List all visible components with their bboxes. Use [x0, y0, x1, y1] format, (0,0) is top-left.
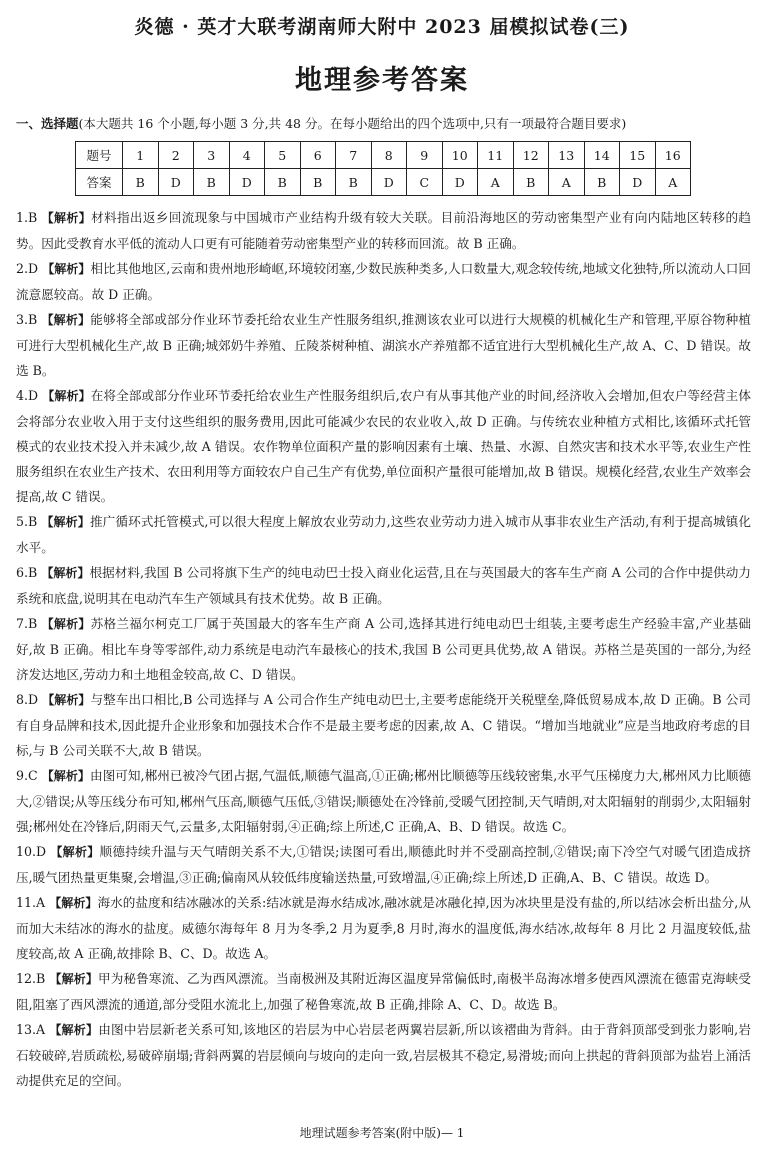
explanation-item: [16, 205, 751, 256]
question-number: 15: [620, 142, 656, 169]
analysis-tag: 【解析】: [50, 845, 100, 859]
item-number: 11.A: [16, 895, 46, 910]
explanation-item: [16, 1017, 751, 1093]
question-number: 1: [123, 142, 159, 169]
item-text: 由图中岩层新老关系可知,该地区的岩层为中心岩层老两翼岩层新,所以该褶曲为背斜。由于背斜顶部受到张力影响,岩石较破碎,岩质疏松,易破碎崩塌;背斜两翼的岩层倾向与坡向的走向一致,岩层极其不稳定,易滑坡;而向上拱起的背斜顶部为盐岩上涌活动提供充足的空间。: [16, 1022, 751, 1088]
explanation-item: [16, 966, 751, 1017]
item-text: 顺德持续升温与天气晴朗关系不大,①错误;读图可看出,顺德此时并不受副高控制,②错误;南下冷空气对暖气团造成挤压,暖气团热量更集聚,会增温,③正确;偏南风从较低纬度输送热量,可致增温,④正确;综上所述,D 正确,A、B、C 错误。故选 D。: [16, 844, 751, 885]
question-number: 9: [407, 142, 443, 169]
analysis-tag: 【解析】: [49, 1023, 99, 1037]
section-heading: [16, 114, 626, 132]
item-text: 根据材料,我国 B 公司将旗下生产的纯电动巴士投入商业化运营,且在与英国最大的客车生产商 A 公司的合作中提供动力系统和底盘,说明其在电动汽车生产领域具有技术优势。故 B 正确。: [16, 565, 751, 606]
explanation-item: [16, 687, 751, 763]
question-number: 2: [158, 142, 194, 169]
answer-cell: D: [158, 169, 194, 196]
answer-cell: B: [513, 169, 549, 196]
explanation-item: [16, 763, 751, 839]
question-number: 13: [549, 142, 585, 169]
question-number: 4: [229, 142, 265, 169]
analysis-tag: 【解析】: [41, 515, 90, 529]
explanation-item: [16, 307, 751, 383]
analysis-tag: 【解析】: [41, 769, 90, 783]
item-number: 7.B: [16, 616, 38, 631]
item-text: 推广循环式托管模式,可以很大程度上解放农业劳动力,这些农业劳动力进入城市从事非农业生产活动,有利于提高城镇化水平。: [16, 514, 751, 555]
question-number: 7: [336, 142, 372, 169]
section-label: 一、选择题: [16, 116, 79, 131]
answer-cell: D: [229, 169, 265, 196]
answer-cell: B: [194, 169, 230, 196]
row-header-answer: 答案: [76, 169, 123, 196]
item-number: 5.B: [16, 514, 38, 529]
section-note: (本大题共 16 个小题,每小题 3 分,共 48 分。在每小题给出的四个选项中,只有一项最符合题目要求): [78, 116, 627, 131]
answer-cell: B: [336, 169, 372, 196]
row-header-number: 题号: [76, 142, 123, 169]
item-number: 3.B: [16, 312, 38, 327]
item-text: 能够将全部或部分作业环节委托给农业生产性服务组织,推测该农业可以进行大规模的机械化生产和管理,平原谷物种植可进行大型机械化生产,故 B 正确;城郊奶牛养殖、丘陵茶树种植、湖滨水产养殖都不适宜进行大型机械化生产,故 A、C、D 错误。故选 B。: [16, 312, 751, 378]
exam-name: 湖南师大附中 2023 届模拟试卷(三): [297, 16, 630, 38]
item-text: 在将全部或部分作业环节委托给农业生产性服务组织后,农户有从事其他产业的时间,经济收入会增加,但农户等经营主体会将部分农业收入用于支付这些组织的服务费用,因此可能减少农民的农业收入,故 D 正确。与传统农业种植方式相比,该循环式托管模式的农业技术投入并未减少,故 A 错误。农作物单位面积产量的影响因素有土壤、热量、水源、自然灾害和技术水平等,农业生产性服务组织在农业生产技术、农田利用等方面较农户自己生产有优势,单位面积产量很可能增加,故 B 错误。规模化经营,农业生产效率会提高,故 C 错误。: [16, 388, 751, 504]
analysis-tag: 【解析】: [42, 389, 91, 403]
answer-cell: A: [655, 169, 691, 196]
question-number: 10: [442, 142, 478, 169]
exam-brand: 炎德 · 英才大联考: [134, 16, 298, 38]
exam-header: [0, 12, 764, 39]
explanation-item: [16, 509, 751, 560]
explanation-item: [16, 560, 751, 611]
page-footer: 地理试题参考答案(附中版)— 1: [299, 1126, 465, 1140]
item-text: 海水的盐度和结冰融冰的关系:结冰就是海水结成冰,融冰就是冰融化掉,因为冰块里是没有盐的,所以结冰会析出盐分,从而加大未结冰的海水的盐度。威德尔海每年 8 月为冬季,2 月为夏季,8 月时,海水的温度低,海水结冰,故每年 8 月比 2 月温度较低,盐度较高,故 A 正确,故排除 B、C、D。故选 A。: [16, 895, 751, 961]
question-number: 5: [265, 142, 301, 169]
answer-table: [75, 141, 691, 196]
analysis-tag: 【解析】: [49, 972, 98, 986]
item-number: 9.C: [16, 768, 38, 783]
analysis-tag: 【解析】: [42, 262, 91, 276]
item-text: 苏格兰福尔柯克工厂属于英国最大的客车生产商 A 公司,选择其进行纯电动巴士组装,主要考虑生产经验丰富,产业基础好,故 B 正确。相比车身等零部件,动力系统是电动汽车最核心的技术,我国 B 公司更具优势,故 A 错误。苏格兰是英国的一部分,为经济发达地区,劳动力和土地租金较高,故 C、D 错误。: [16, 616, 751, 682]
answer-cell: A: [549, 169, 585, 196]
answer-cell: B: [265, 169, 301, 196]
analysis-tag: 【解析】: [41, 566, 90, 580]
analysis-tag: 【解析】: [41, 211, 92, 225]
item-text: 由图可知,郴州已被冷气团占据,气温低,顺德气温高,①正确;郴州比顺德等压线较密集,水平气压梯度力大,郴州风力比顺德大,②错误;从等压线分布可知,郴州气压高,顺德气压低,③错误;顺德处在冷锋前,受暖气团控制,天气晴朗,对太阳辐射的削弱少,太阳辐射强;郴州处在冷锋后,阴雨天气,云量多,太阳辐射弱,④正确;综上所述,C 正确,A、B、D 错误。故选 C。: [16, 768, 751, 834]
analysis-tag: 【解析】: [42, 693, 91, 707]
item-text: 甲为秘鲁寒流、乙为西风漂流。当南极洲及其附近海区温度异常偏低时,南极半岛海冰增多使西风漂流在德雷克海峡受阻,阻塞了西风漂流的通道,部分受阻水流北上,加强了秘鲁寒流,故 B 正确,排除 A、C、D。故选 B。: [16, 971, 751, 1012]
answer-cell: C: [407, 169, 443, 196]
item-number: 4.D: [16, 388, 39, 403]
item-number: 12.B: [16, 971, 46, 986]
explanation-list: [16, 205, 751, 1093]
item-number: 2.D: [16, 261, 39, 276]
item-number: 6.B: [16, 565, 38, 580]
question-number: 11: [478, 142, 514, 169]
question-number: 8: [371, 142, 407, 169]
explanation-item: [16, 256, 751, 307]
item-text: 与整车出口相比,B 公司选择与 A 公司合作生产纯电动巴士,主要考虑能绕开关税壁垒,降低贸易成本,故 D 正确。B 公司有自身品牌和技术,因此提升企业形象和加强技术合作不是最主要考虑的因素,故 A、C 错误。“增加当地就业”应是当地政府考虑的目标,与 B 公司关联不大,故 B 错误。: [16, 692, 751, 758]
item-text: 相比其他地区,云南和贵州地形崎岖,环境较闭塞,少数民族种类多,人口数量大,观念较传统,地域文化独特,所以流动人口回流意愿较高。故 D 正确。: [16, 261, 751, 302]
analysis-tag: 【解析】: [49, 896, 98, 910]
question-number: 16: [655, 142, 691, 169]
explanation-item: [16, 839, 751, 890]
item-text: 材料指出返乡回流现象与中国城市产业结构升级有较大关联。目前沿海地区的劳动密集型产业有向内陆地区转移的趋势。因此受教育水平低的流动人口更有可能随着劳动密集型产业的转移而回流。故 B 正确。: [16, 210, 751, 251]
question-number: 6: [300, 142, 336, 169]
explanation-item: [16, 890, 751, 966]
question-number: 12: [513, 142, 549, 169]
answer-cell: B: [123, 169, 159, 196]
question-number-row: [76, 142, 691, 169]
item-number: 8.D: [16, 692, 39, 707]
explanation-item: [16, 611, 751, 687]
answer-row: [76, 169, 691, 196]
answer-cell: B: [584, 169, 620, 196]
answer-cell: D: [442, 169, 478, 196]
item-number: 1.B: [16, 210, 38, 225]
item-number: 13.A: [16, 1022, 46, 1037]
question-number: 3: [194, 142, 230, 169]
item-number: 10.D: [16, 844, 47, 859]
explanation-item: [16, 383, 751, 509]
question-number: 14: [584, 142, 620, 169]
answer-cell: A: [478, 169, 514, 196]
analysis-tag: 【解析】: [41, 617, 91, 631]
answer-cell: D: [371, 169, 407, 196]
answer-cell: D: [620, 169, 656, 196]
analysis-tag: 【解析】: [41, 313, 91, 327]
page-title: 地理参考答案: [295, 65, 469, 96]
answer-cell: B: [300, 169, 336, 196]
